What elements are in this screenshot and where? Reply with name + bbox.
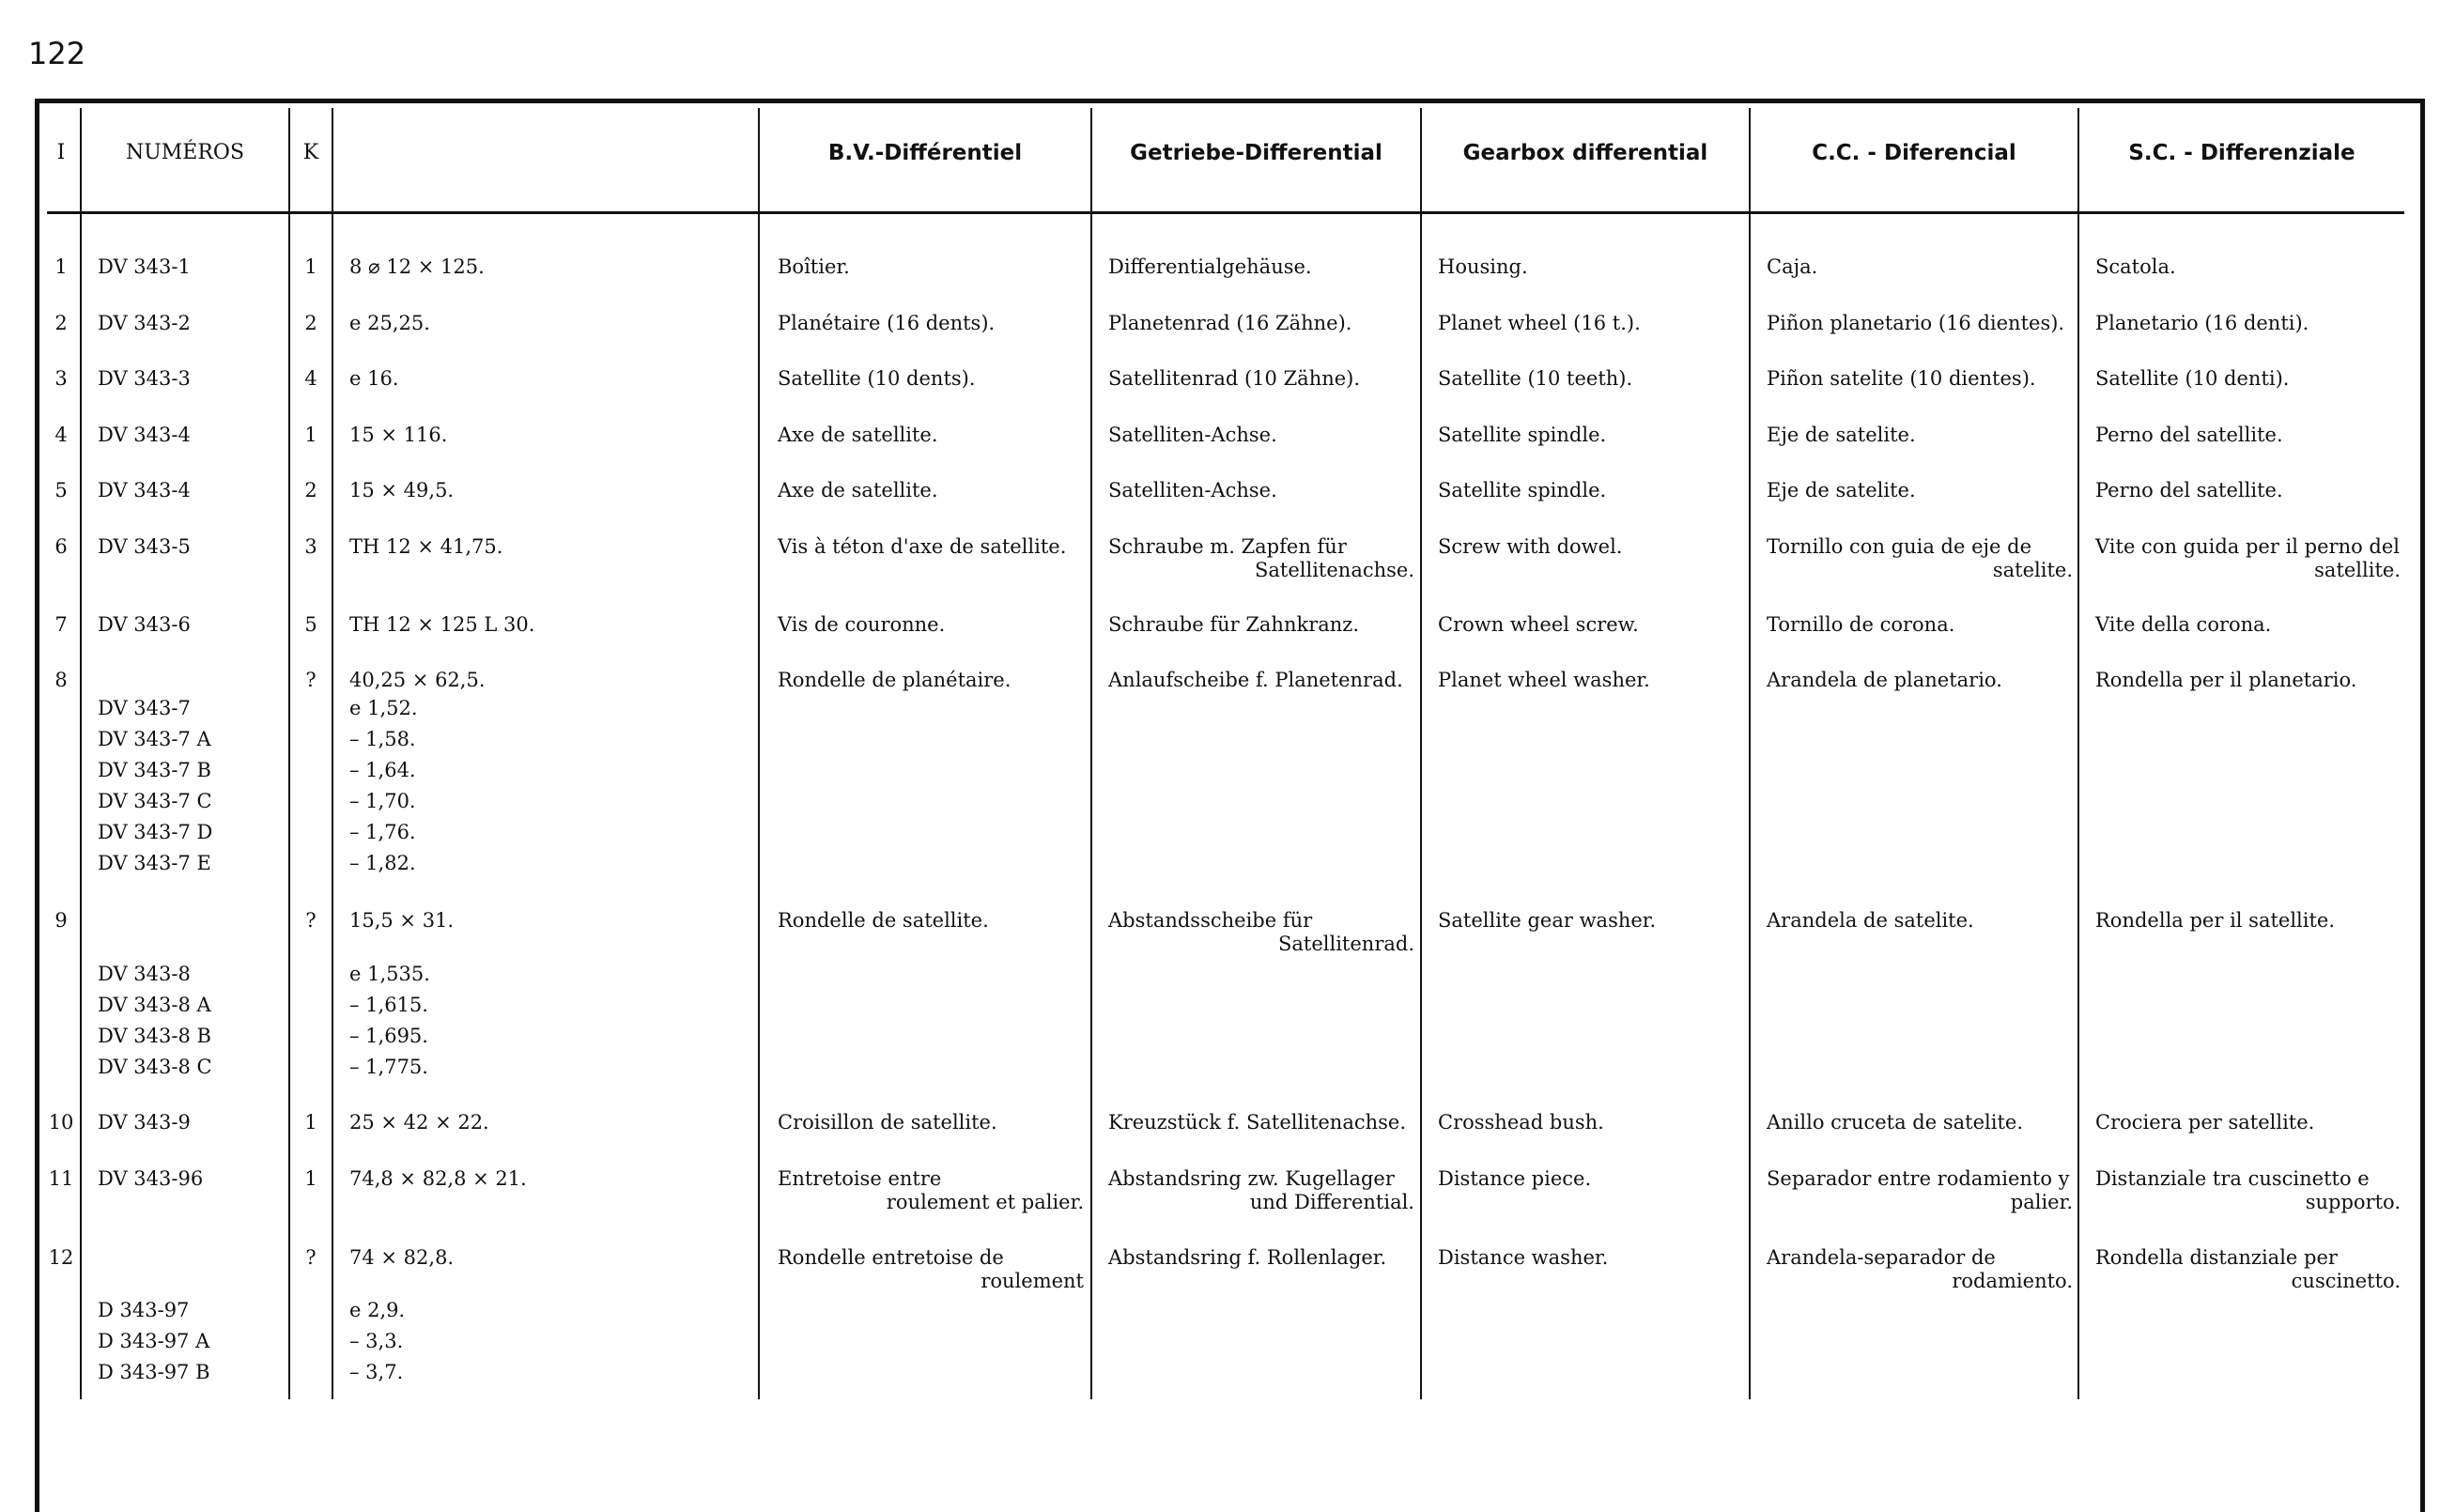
column-divider [1749, 108, 1751, 1399]
variant-dimension: – 1,82. [349, 852, 416, 874]
column-divider [2077, 108, 2079, 1399]
cell-en: Crosshead bush. [1438, 1111, 1604, 1134]
cell-es: Caja. [1767, 255, 1818, 278]
header-spanish: C.C. - Diferencial [1812, 141, 2016, 165]
cell-de: Satelliten-Achse. [1108, 479, 1277, 501]
cell-de: Planetenrad (16 Zähne). [1108, 312, 1352, 334]
cell-dim: 40,25 × 62,5. [349, 669, 486, 691]
cell-es: Piñon satelite (10 dientes). [1767, 367, 2036, 390]
cell-it: Perno del satellite. [2095, 479, 2283, 501]
cell-es: Eje de satelite. [1767, 424, 1916, 446]
cell-num: DV 343-2 [98, 312, 191, 334]
cell-i: 9 [54, 909, 68, 932]
cell-dim: e 16. [349, 367, 399, 390]
cell-dim: 25 × 42 × 22. [349, 1111, 489, 1134]
cell-k: 1 [304, 1167, 317, 1190]
cell-de: Abstandsring zw. Kugellager [1108, 1167, 1395, 1190]
cell-fr: Axe de satellite. [778, 479, 938, 501]
header-k: K [302, 141, 319, 164]
cell-it-continued: satellite. [2314, 559, 2401, 581]
cell-dim: 15 × 116. [349, 424, 448, 446]
variant-dimension: – 1,695. [349, 1025, 428, 1047]
cell-k: 2 [304, 479, 317, 501]
cell-de: Satelliten-Achse. [1108, 424, 1277, 446]
variant-dimension: e 1,535. [349, 963, 430, 985]
cell-fr: Satellite (10 dents). [778, 367, 976, 390]
cell-en: Housing. [1438, 255, 1528, 278]
variant-number: DV 343-7 C [98, 790, 212, 812]
variant-number: D 343-97 A [98, 1330, 210, 1352]
cell-it: Scatola. [2095, 255, 2176, 278]
cell-k: 1 [304, 1111, 317, 1134]
cell-i: 11 [48, 1167, 74, 1190]
variant-number: DV 343-7 E [98, 852, 211, 874]
cell-k: ? [305, 669, 317, 691]
header-index: I [56, 141, 66, 164]
cell-fr: Rondelle de planétaire. [778, 669, 1012, 691]
cell-fr-continued: roulement et palier. [886, 1191, 1084, 1213]
cell-i: 4 [54, 424, 68, 446]
cell-k: 1 [304, 255, 317, 278]
cell-it: Perno del satellite. [2095, 424, 2283, 446]
cell-es-continued: palier. [2010, 1191, 2073, 1213]
cell-de: Abstandsring f. Rollenlager. [1108, 1246, 1387, 1269]
variant-number: DV 343-8 B [98, 1025, 211, 1047]
column-divider [80, 108, 82, 1399]
cell-en: Planet wheel washer. [1438, 669, 1650, 691]
cell-fr: Vis de couronne. [778, 613, 946, 636]
cell-it-continued: cuscinetto. [2291, 1270, 2401, 1292]
cell-es-continued: satelite. [1992, 559, 2073, 581]
cell-num: DV 343-3 [98, 367, 191, 390]
cell-it: Vite con guida per il perno del [2095, 535, 2401, 558]
cell-num: DV 343-1 [98, 255, 191, 278]
cell-de: Schraube für Zahnkranz. [1108, 613, 1360, 636]
cell-en: Satellite (10 teeth). [1438, 367, 1633, 390]
cell-it: Rondella distanziale per [2095, 1246, 2338, 1269]
cell-num: DV 343-9 [98, 1111, 191, 1134]
column-divider [288, 108, 290, 1399]
cell-it: Rondella per il planetario. [2095, 669, 2357, 691]
cell-de-continued: Satellitenachse. [1255, 559, 1414, 581]
variant-number: DV 343-8 A [98, 994, 211, 1016]
cell-fr: Rondelle de satellite. [778, 909, 989, 932]
variant-number: D 343-97 B [98, 1361, 210, 1383]
cell-k: 5 [304, 613, 317, 636]
cell-de: Differentialgehäuse. [1108, 255, 1312, 278]
page-number: 122 [28, 36, 86, 71]
cell-fr-continued: roulement [981, 1270, 1084, 1292]
cell-dim: 15 × 49,5. [349, 479, 455, 501]
cell-de-continued: Satellitenrad. [1278, 933, 1414, 955]
cell-k: 3 [304, 535, 317, 558]
cell-i: 7 [54, 613, 68, 636]
cell-dim: 74 × 82,8. [349, 1246, 455, 1269]
variant-dimension: – 1,775. [349, 1056, 428, 1078]
variant-dimension: – 3,3. [349, 1330, 404, 1352]
cell-k: 4 [304, 367, 317, 390]
cell-k: 2 [304, 312, 317, 334]
header-italian: S.C. - Differenziale [2128, 141, 2355, 165]
cell-fr: Entretoise entre [778, 1167, 942, 1190]
cell-i: 1 [54, 255, 68, 278]
cell-fr: Croisillon de satellite. [778, 1111, 997, 1134]
cell-it: Satellite (10 denti). [2095, 367, 2290, 390]
header-german: Getriebe-Differential [1130, 141, 1382, 165]
cell-it: Planetario (16 denti). [2095, 312, 2309, 334]
cell-es-continued: rodamiento. [1952, 1270, 2073, 1292]
column-divider [758, 108, 760, 1399]
cell-es: Tornillo con guia de eje de [1767, 535, 2031, 558]
cell-de: Satellitenrad (10 Zähne). [1108, 367, 1361, 390]
header-french: B.V.-Différentiel [827, 141, 1023, 165]
cell-i: 5 [54, 479, 68, 501]
cell-i: 10 [48, 1111, 74, 1134]
variant-dimension: e 2,9. [349, 1299, 406, 1321]
cell-dim: 15,5 × 31. [349, 909, 455, 932]
variant-dimension: e 1,52. [349, 697, 418, 719]
cell-fr: Vis à téton d'axe de satellite. [778, 535, 1067, 558]
cell-it-continued: supporto. [2305, 1191, 2401, 1213]
cell-es: Anillo cruceta de satelite. [1767, 1111, 2023, 1134]
cell-k: ? [305, 1246, 317, 1269]
cell-es: Separador entre rodamiento y [1767, 1167, 2070, 1190]
column-divider [1090, 108, 1092, 1399]
cell-num: DV 343-4 [98, 479, 191, 501]
cell-es: Eje de satelite. [1767, 479, 1916, 501]
header-numbers: NUMÉROS [125, 141, 245, 164]
cell-es: Piñon planetario (16 dientes). [1767, 312, 2065, 334]
variant-dimension: – 1,76. [349, 821, 416, 843]
header-divider [47, 211, 2404, 214]
variant-dimension: – 1,615. [349, 994, 428, 1016]
cell-de: Kreuzstück f. Satellitenachse. [1108, 1111, 1407, 1134]
cell-i: 12 [48, 1246, 74, 1269]
cell-de-continued: und Differential. [1249, 1191, 1414, 1213]
cell-num: DV 343-4 [98, 424, 191, 446]
variant-number: DV 343-8 C [98, 1056, 212, 1078]
variant-number: DV 343-7 D [98, 821, 213, 843]
cell-de: Abstandsscheibe für [1108, 909, 1313, 932]
cell-num: DV 343-5 [98, 535, 191, 558]
cell-en: Distance washer. [1438, 1246, 1609, 1269]
cell-num: DV 343-96 [98, 1167, 204, 1190]
cell-i: 6 [54, 535, 68, 558]
variant-number: DV 343-7 [98, 697, 191, 719]
column-divider [1420, 108, 1422, 1399]
cell-k: ? [305, 909, 317, 932]
cell-dim: TH 12 × 125 L 30. [349, 613, 535, 636]
cell-i: 3 [54, 367, 68, 390]
variant-dimension: – 3,7. [349, 1361, 404, 1383]
cell-en: Satellite gear washer. [1438, 909, 1657, 932]
variant-dimension: – 1,64. [349, 759, 416, 781]
cell-i: 2 [54, 312, 68, 334]
cell-en: Screw with dowel. [1438, 535, 1623, 558]
cell-en: Planet wheel (16 t.). [1438, 312, 1641, 334]
cell-it: Vite della corona. [2095, 613, 2272, 636]
cell-de: Anlaufscheibe f. Planetenrad. [1108, 669, 1403, 691]
cell-dim: 74,8 × 82,8 × 21. [349, 1167, 527, 1190]
cell-dim: TH 12 × 41,75. [349, 535, 503, 558]
cell-es: Arandela de planetario. [1767, 669, 2002, 691]
cell-it: Crociera per satellite. [2095, 1111, 2315, 1134]
cell-it: Rondella per il satellite. [2095, 909, 2336, 932]
variant-number: DV 343-7 B [98, 759, 211, 781]
cell-it: Distanziale tra cuscinetto e [2095, 1167, 2370, 1190]
cell-k: 1 [304, 424, 317, 446]
header-english: Gearbox differential [1462, 141, 1708, 165]
cell-fr: Boîtier. [778, 255, 850, 278]
cell-es: Arandela de satelite. [1767, 909, 1974, 932]
variant-number: DV 343-8 [98, 963, 191, 985]
column-divider [332, 108, 333, 1399]
cell-fr: Axe de satellite. [778, 424, 938, 446]
cell-dim: e 25,25. [349, 312, 430, 334]
variant-dimension: – 1,70. [349, 790, 416, 812]
cell-dim: 8 ⌀ 12 × 125. [349, 255, 485, 278]
variant-number: D 343-97 [98, 1299, 190, 1321]
cell-en: Distance piece. [1438, 1167, 1592, 1190]
cell-es: Tornillo de corona. [1767, 613, 1955, 636]
cell-fr: Planétaire (16 dents). [778, 312, 996, 334]
cell-en: Satellite spindle. [1438, 479, 1607, 501]
cell-es: Arandela-separador de [1767, 1246, 1996, 1269]
cell-de: Schraube m. Zapfen für [1108, 535, 1347, 558]
cell-en: Satellite spindle. [1438, 424, 1607, 446]
variant-number: DV 343-7 A [98, 728, 211, 750]
cell-num: DV 343-6 [98, 613, 191, 636]
variant-dimension: – 1,58. [349, 728, 416, 750]
cell-en: Crown wheel screw. [1438, 613, 1639, 636]
cell-fr: Rondelle entretoise de [778, 1246, 1004, 1269]
cell-i: 8 [54, 669, 68, 691]
